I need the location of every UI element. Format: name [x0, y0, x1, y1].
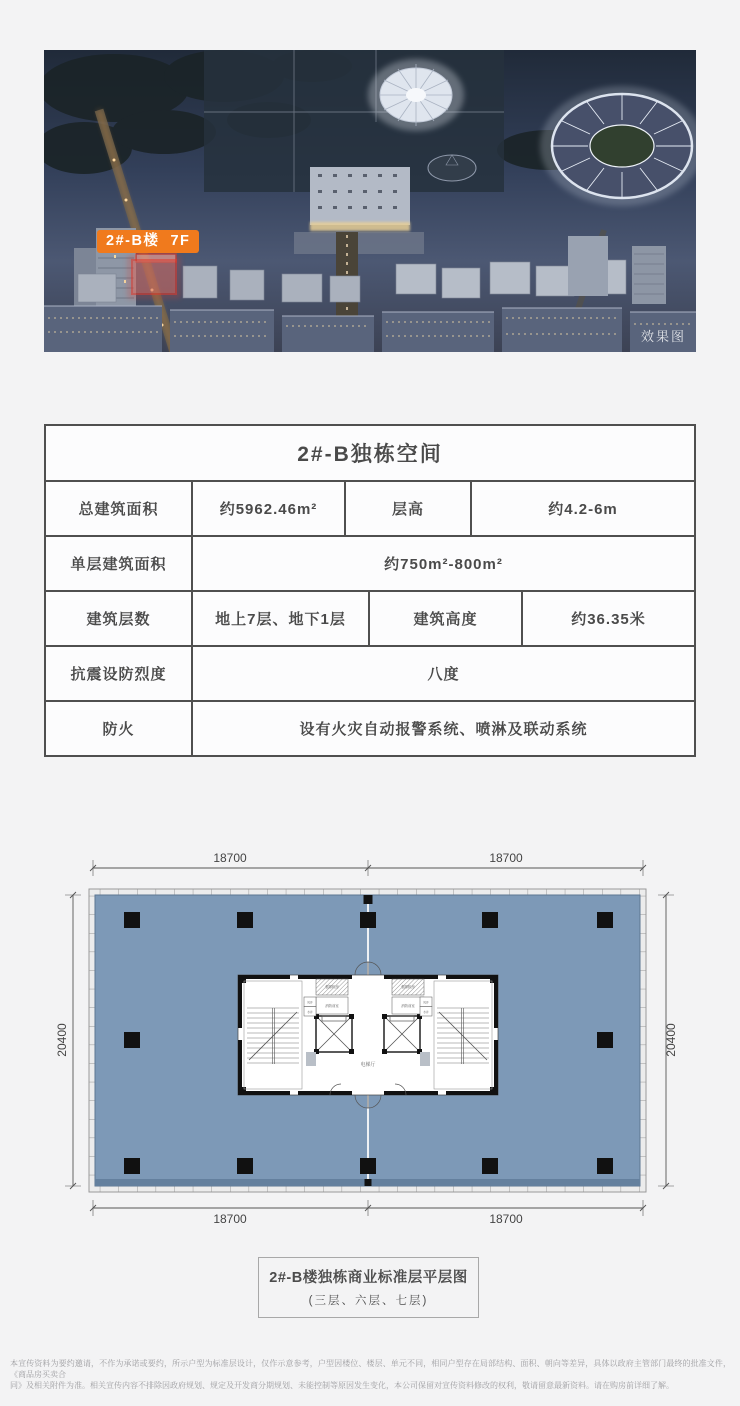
room-label-lobby: 电梯厅: [360, 1062, 376, 1068]
elevator-right: [382, 1014, 422, 1054]
building-highlight-badge: 2#-B楼 7F: [97, 230, 199, 253]
round-venue: [368, 59, 464, 131]
plan-caption-subtitle: (三层、六层、七层): [308, 1295, 429, 1307]
table-row: [46, 592, 694, 645]
spec-table: [44, 424, 696, 757]
hero-image: [44, 50, 696, 352]
room-label-wind-right: 风井: [423, 1000, 429, 1005]
table-row: [46, 647, 694, 700]
value-floor-height: 约4.2-6m: [472, 482, 694, 535]
disclaimer-line-2: 同》及相关附件为准。相关宣传内容不排除因政府规划、规定及开发商分期规划、未能控制等原因发生变化，本公司保留对宣传资料修改的权利，敬请留意最新资料。请在购房前详细了解。: [10, 1381, 674, 1390]
table-row: [46, 702, 694, 755]
dim-top-left: 18700: [213, 851, 247, 865]
dim-right: 20400: [664, 1023, 678, 1057]
value-building-height: 约36.35米: [523, 592, 694, 645]
label-total-area: 总建筑面积: [46, 482, 191, 535]
label-seismic: 抗震设防烈度: [46, 647, 191, 700]
spec-table-title: 2#-B独栋空间: [46, 426, 694, 480]
elevator-left: [314, 1014, 354, 1054]
value-fire-protection: 设有火灾自动报警系统、喷淋及联动系统: [193, 702, 694, 755]
room-label-pump-right: 强排机房: [401, 985, 415, 989]
value-single-floor-area: 约750m²-800m²: [193, 537, 694, 590]
value-floor-count: 地上7层、地下1层: [193, 592, 368, 645]
table-row: [46, 482, 694, 535]
value-total-area: 约5962.46m²: [193, 482, 344, 535]
label-floor-height: 层高: [346, 482, 470, 535]
label-fire-protection: 防火: [46, 702, 191, 755]
value-seismic: 八度: [193, 647, 694, 700]
label-building-height: 建筑高度: [370, 592, 521, 645]
rendering-watermark: 效果图: [640, 329, 686, 344]
aerial-night-render: [44, 50, 696, 352]
spec-table-header: [46, 426, 694, 480]
label-single-floor-area: 单层建筑面积: [46, 537, 191, 590]
dim-left: 20400: [55, 1023, 69, 1057]
disclaimer: [10, 1358, 731, 1391]
dim-bottom-right: 18700: [489, 1212, 523, 1226]
room-label-pump-left: 强排机房: [325, 985, 339, 989]
room-label-firelobby-right: 消防前室: [401, 1004, 415, 1008]
label-floor-count: 建筑层数: [46, 592, 191, 645]
plan-caption-box: [258, 1257, 479, 1318]
room-label-firelobby-left: 消防前室: [325, 1004, 339, 1008]
room-label-water-right: 水井: [423, 1010, 429, 1014]
dim-bottom-left: 18700: [213, 1212, 247, 1226]
convention-hall: [294, 167, 424, 254]
table-row: [46, 537, 694, 590]
plan-core: [238, 962, 498, 1108]
room-label-water-left: 水井: [307, 1010, 313, 1014]
disclaimer-line-1: 本宣传资料为要约邀请，不作为承诺或要约，所示户型为标准层设计，仅作示意参考，户型因楼位、楼层、单元不同，相同户型存在局部结构、面积、朝向等差异，具体以政府主管部门最终的批准文件，《商品房买卖合: [10, 1359, 731, 1379]
room-label-wind-left: 风井: [307, 1000, 313, 1005]
plan-caption-title: 2#-B楼独栋商业标准层平层图: [269, 1270, 468, 1286]
dim-top-right: 18700: [489, 851, 523, 865]
floor-plan: [44, 840, 696, 1235]
highlighted-building-2b: [130, 254, 178, 296]
